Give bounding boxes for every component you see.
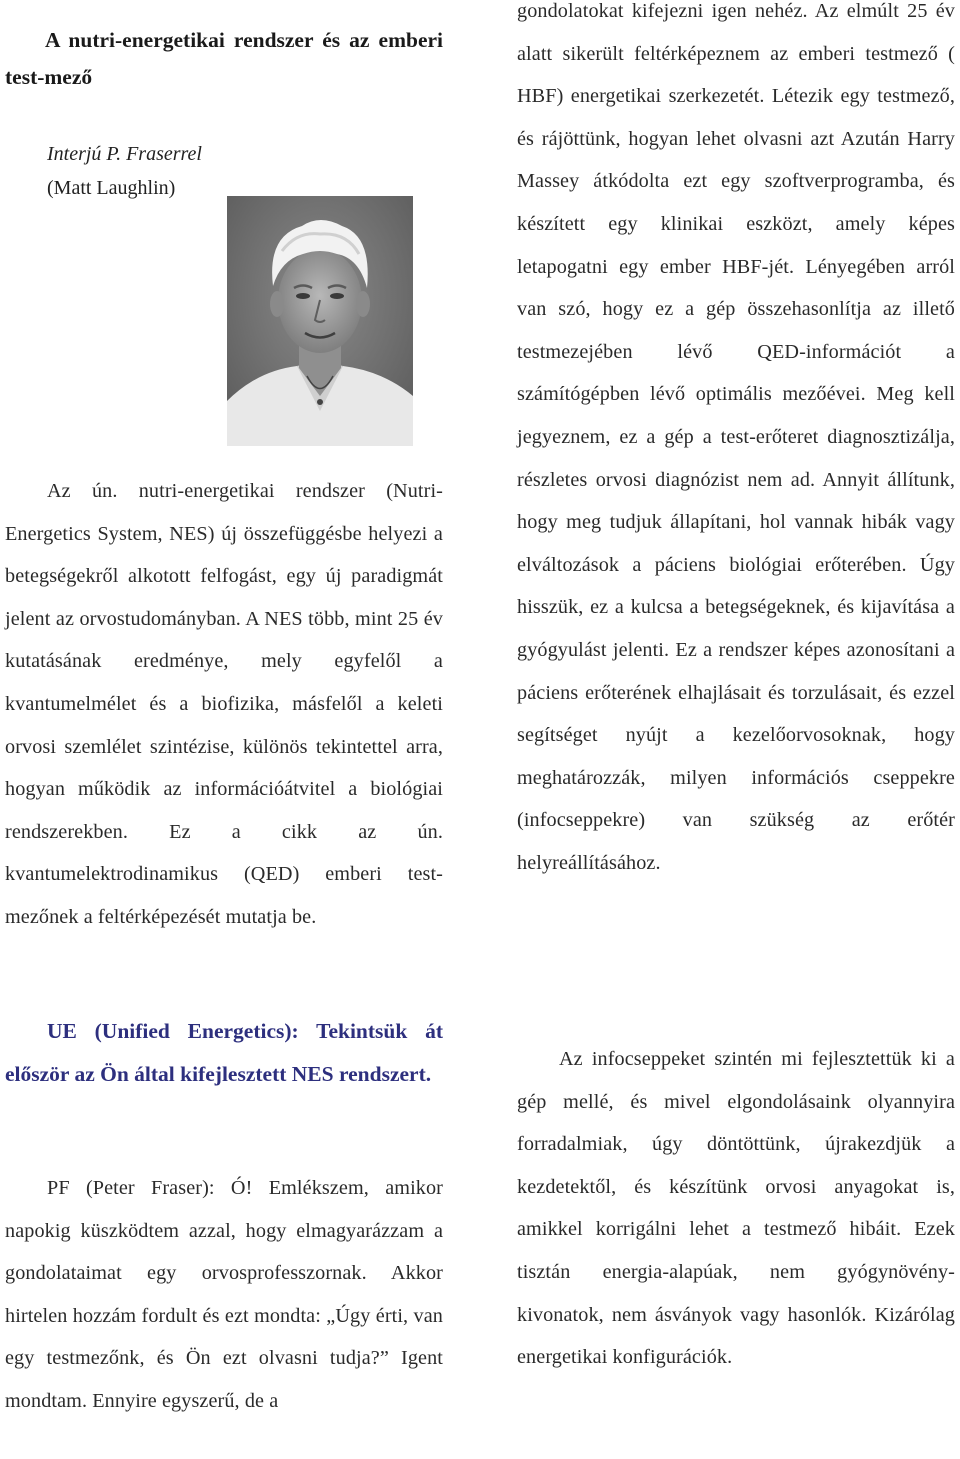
- answer-continuation: gondolatokat kifejezni igen nehéz. Az elmúlt 25 év alatt sikerült feltérképeznem az emberi testmező ( HBF) energetikai szerkezetét. Létezik egy testmező, és rájöttünk, hogyan lehet olvasni azt Azután Harry Massey átkódolta ezt egy szoftverprogramba, és készített egy klinikai eszközt, amely képes letapogatni egy ember HBF-jét. Lényegében arról van szó, hogy ez a gép összehasonlítja az illető testmezejében lévő QED-információt a számítógépben lévő optimális mezőévei. Meg kell jegyeznem, ez a gép a test-erőteret diagnosztizálja, részletes orvosi diagnózist nem ad. Annyit állítunk, hogy meg tudjuk állapítani, hol vannak hibák vagy elváltozások a páciens biológiai erőterében. Úgy hisszük, ez a kulcsa a betegségeknek, és kijavítása a gyógyulást jelenti. Ez a rendszer képes azonosítani a páciens erőterének elhajlásait és torzulásait, és ezzel segítséget nyújt a kezelőorvosoknak, hogy meghatározzák, milyen információs cseppekre (infocseppekre) van szükség az erőtér helyreállításához.: [517, 0, 955, 874]
- author-line: (Matt Laughlin): [47, 177, 176, 199]
- infocsepp-paragraph: Az infocseppeket szintén mi fejlesztettük ki a gép mellé, és mivel elgondolásaink olyannyira forradalmiak, úgy döntöttünk, újrakezdjük a kezdetektől, és készítünk orvosi anyagokat is, amikkel korrigálni lehet a testmező hibáit. Ezek tisztán energia-alapúak, nem gyógynövény-kivonatok, nem ásványok vagy hasonlók. Kizárólag energetikai konfigurációk.: [517, 1048, 955, 1369]
- interview-line: Interjú P. Fraserrel: [47, 143, 202, 165]
- interview-question: UE (Unified Energetics): Tekintsük át először az Ön által kifejlesztett NES rendszert.: [5, 1019, 443, 1086]
- portrait-photo: [227, 196, 413, 446]
- byline: [47, 137, 202, 205]
- intro-paragraph: Az ún. nutri-energetikai rendszer (Nutri-Energetics System, NES) új összefüggésbe helyezi a betegségekről alkotott felfogást, egy új paradigmát jelent az orvostudományban. A NES több, mint 25 év kutatásának eredménye, mely egyfelől a kvantumelmélet és a biofizika, másfelől a keleti orvosi szemlélet szintézise, különös tekintettel arra, hogyan működik az információátvitel a biológiai rendszerekben. Ez a cikk az ún. kvantumelektrodinamikus (QED) emberi test-mezőnek a feltérképezését mutatja be.: [5, 480, 443, 928]
- article-title-text: A nutri-energetikai rendszer és az emberi test-mező: [5, 28, 443, 89]
- article-title: [5, 22, 443, 96]
- portrait-photo-icon: [227, 196, 413, 446]
- answer-paragraph: PF (Peter Fraser): Ó! Emlékszem, amikor napokig küszködtem azzal, hogy elmagyarázzam a gondolataimat egy orvosprofesszornak. Akkor hirtelen hozzám fordult és ezt mondta: „Úgy érti, van egy testmezőnk, és Ön ezt olvasni tudja?” Igent mondtam. Ennyire egyszerű, de a: [5, 1177, 443, 1412]
